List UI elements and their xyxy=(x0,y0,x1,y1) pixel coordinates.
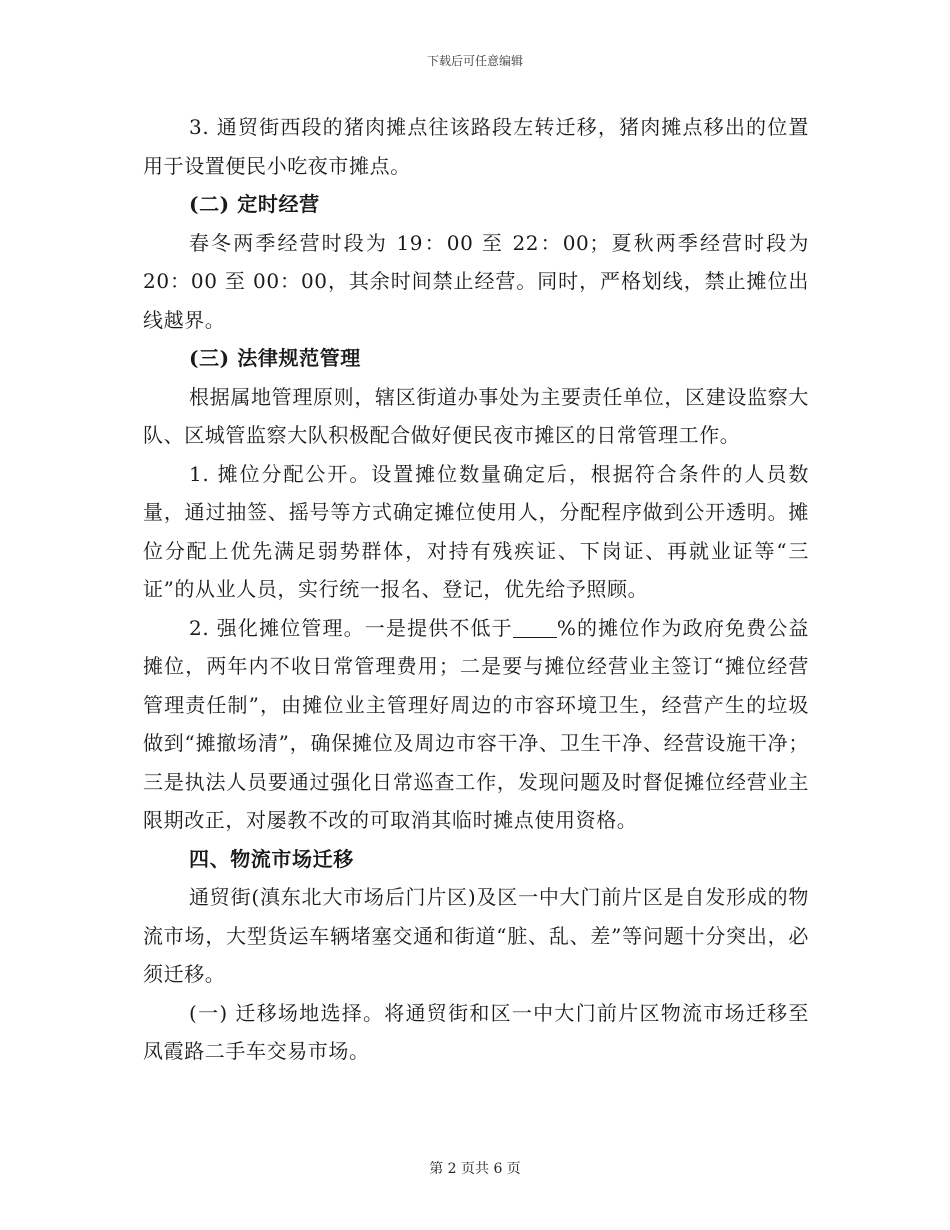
stall-management-text-after: %的摊位作为政府免费公益摊位，两年内不收日常管理费用；二是要与摊位经营业主签订“摊位经营管理责任制”，由摊位业主管理好周边的市容环境卫生，经营产生的垃圾做到“摊撤场清”，确保摊位及周边市容干净、卫生干净、经营设施干净；三是执法人员要通过强化日常巡查工作，发现问题及时督促摊位经营业主限期改正，对屡教不改的可取消其临时摊点使用资格。 xyxy=(143,615,809,832)
paragraph-logistics-market: 通贸街(滇东北大市场后门片区)及区一中大门前片区是自发形成的物流市场，大型货运车辆堵塞交通和街道“脏、乱、差”等问题十分突出，必须迁移。 xyxy=(143,885,809,986)
stall-management-text-before: 2. 强化摊位管理。一是提供不低于 xyxy=(189,615,513,640)
heading-timed-operation: (二) 定时经营 xyxy=(189,192,320,216)
heading-logistics-relocation: 四、物流市场迁移 xyxy=(189,846,354,871)
paragraph-territorial-principle: 根据属地管理原则，辖区街道办事处为主要责任单位，区建设监察大队、区城管监察大队积极配合做好便民夜市摊区的日常管理工作。 xyxy=(143,384,809,447)
paragraph-stall-management xyxy=(143,609,809,840)
paragraph-site-selection: (一) 迁移场地选择。将通贸街和区一中大门前片区物流市场迁移至凤霞路二手车交易市场。 xyxy=(143,1000,809,1063)
paragraph-relocation-pork: 3. 通贸街西段的猪肉摊点往该路段左转迁移，猪肉摊点移出的位置用于设置便民小吃夜市摊点。 xyxy=(143,115,809,178)
page-footer: 第 2 页共 6 页 xyxy=(429,1161,521,1177)
heading-legal-management: (三) 法律规范管理 xyxy=(189,346,361,370)
paragraph-stall-allocation: 1. 摊位分配公开。设置摊位数量确定后，根据符合条件的人员数量，通过抽签、摇号等方式确定摊位使用人，分配程序做到公开透明。摊位分配上优先满足弱势群体，对持有残疾证、下岗证、再就业证等“三证”的从业人员，实行统一报名、登记，优先给予照顾。 xyxy=(143,461,809,601)
page-header: 下载后可任意编辑 xyxy=(426,54,523,68)
fill-in-blank xyxy=(513,617,557,638)
paragraph-operating-hours: 春冬两季经营时段为 19：00 至 22：00；夏秋两季经营时段为 20：00 至 00：00，其余时间禁止经营。同时，严格划线，禁止摊位出线越界。 xyxy=(143,230,809,332)
document-body xyxy=(143,108,809,1071)
